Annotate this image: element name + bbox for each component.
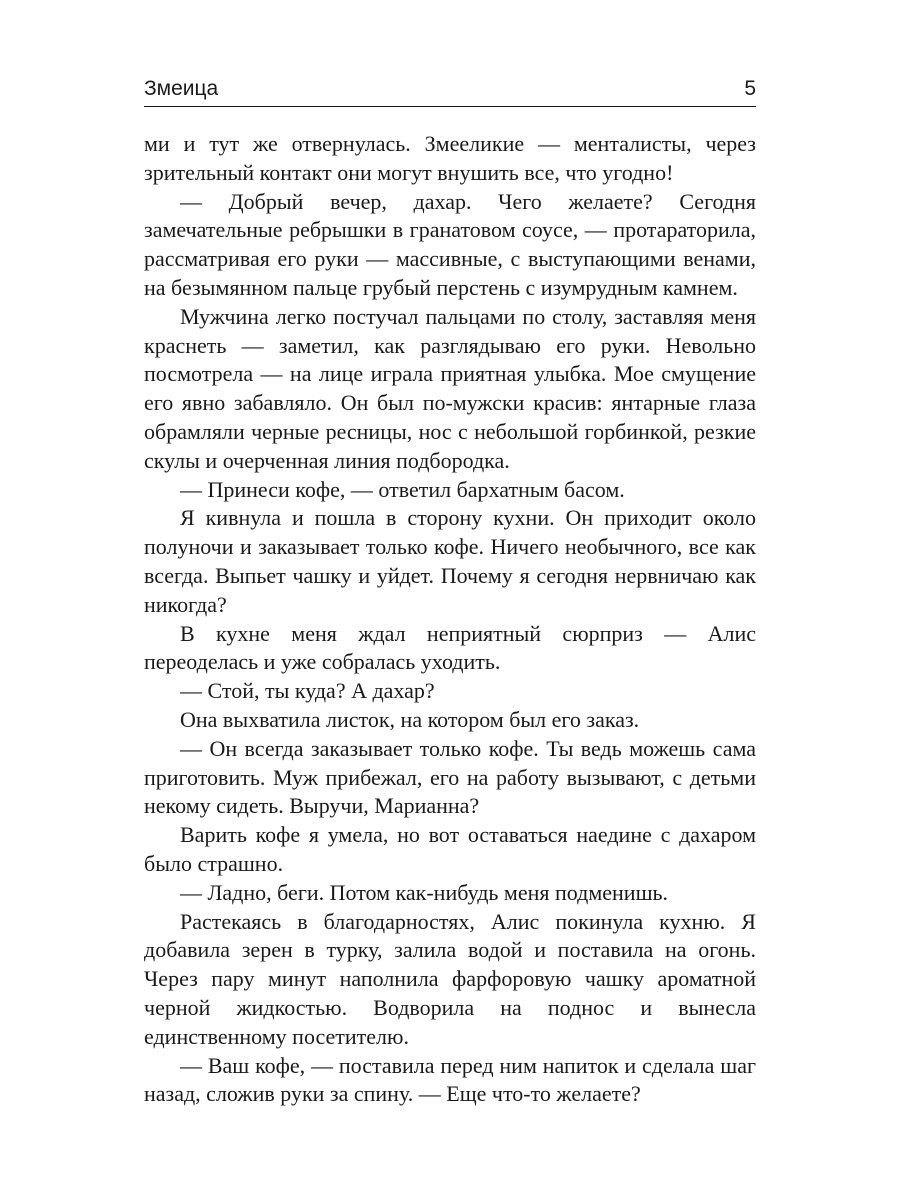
paragraph: ми и тут же отвернулась. Змееликие — менталисты, через зрительный контакт они могут внушить все, что угодно!: [144, 131, 756, 185]
paragraph: — Стой, ты куда? А дахар?: [180, 678, 435, 704]
paragraph: — Он всегда заказывает только кофе. Ты ведь можешь сама приготовить. Муж прибежал, его на работу вызывают, с детьми некому сидеть. Выручи, Марианна?: [144, 735, 756, 819]
paragraph: Она выхватила листок, на котором был его заказ.: [180, 706, 640, 732]
body-text: [144, 130, 756, 1109]
running-title: Змеица: [144, 77, 219, 100]
paragraph: Варить кофе я умела, но вот оставаться наедине с дахаром было страшно.: [144, 822, 756, 876]
paragraph: В кухне меня ждал неприятный сюрприз — Алис переоделась и уже собралась уходить.: [144, 620, 756, 675]
paragraph: — Ваш кофе, — поставила перед ним напиток и сделала шаг назад, сложив руки за спину. — Еще что-то желаете?: [144, 1052, 756, 1107]
header-rule: [144, 106, 756, 107]
page-number: 5: [744, 77, 756, 100]
paragraph: — Добрый вечер, дахар. Чего желаете? Сегодня замечательные ребрышки в гранатовом соусе, — протараторила, рассматривая его руки — массивные, с выступающими венами, на безымянном пальце грубый перстень с изумрудным камнем.: [144, 188, 756, 300]
running-header: [144, 74, 756, 104]
paragraph: Мужчина легко постучал пальцами по столу, заставляя меня краснеть — заметил, как разглядываю его руки. Невольно посмотрела — на лице играла приятная улыбка. Мое смущение его явно забавляло. Он был по-мужски красив: янтарные глаза обрамляли черные ресницы, нос с небольшой горбинкой, резкие скулы и очерченная линия подбородка.: [144, 303, 756, 473]
paragraph: — Принеси кофе, — ответил бархатным басом.: [180, 476, 625, 502]
paragraph: Растекаясь в благодарностях, Алис покинула кухню. Я добавила зерен в турку, залила водой и поставила на огонь. Через пару минут наполнила фарфоровую чашку ароматной черной жидкостью. Водворила на поднос и вынесла единственному посетителю.: [144, 908, 756, 1049]
paragraph: — Ладно, беги. Потом как-нибудь меня подменишь.: [180, 879, 669, 905]
paragraph: Я кивнула и пошла в сторону кухни. Он приходит около полуночи и заказывает только кофе. Ничего необычного, все как всегда. Выпьет чашку и уйдет. Почему я сегодня нервничаю как никогда?: [144, 505, 756, 617]
